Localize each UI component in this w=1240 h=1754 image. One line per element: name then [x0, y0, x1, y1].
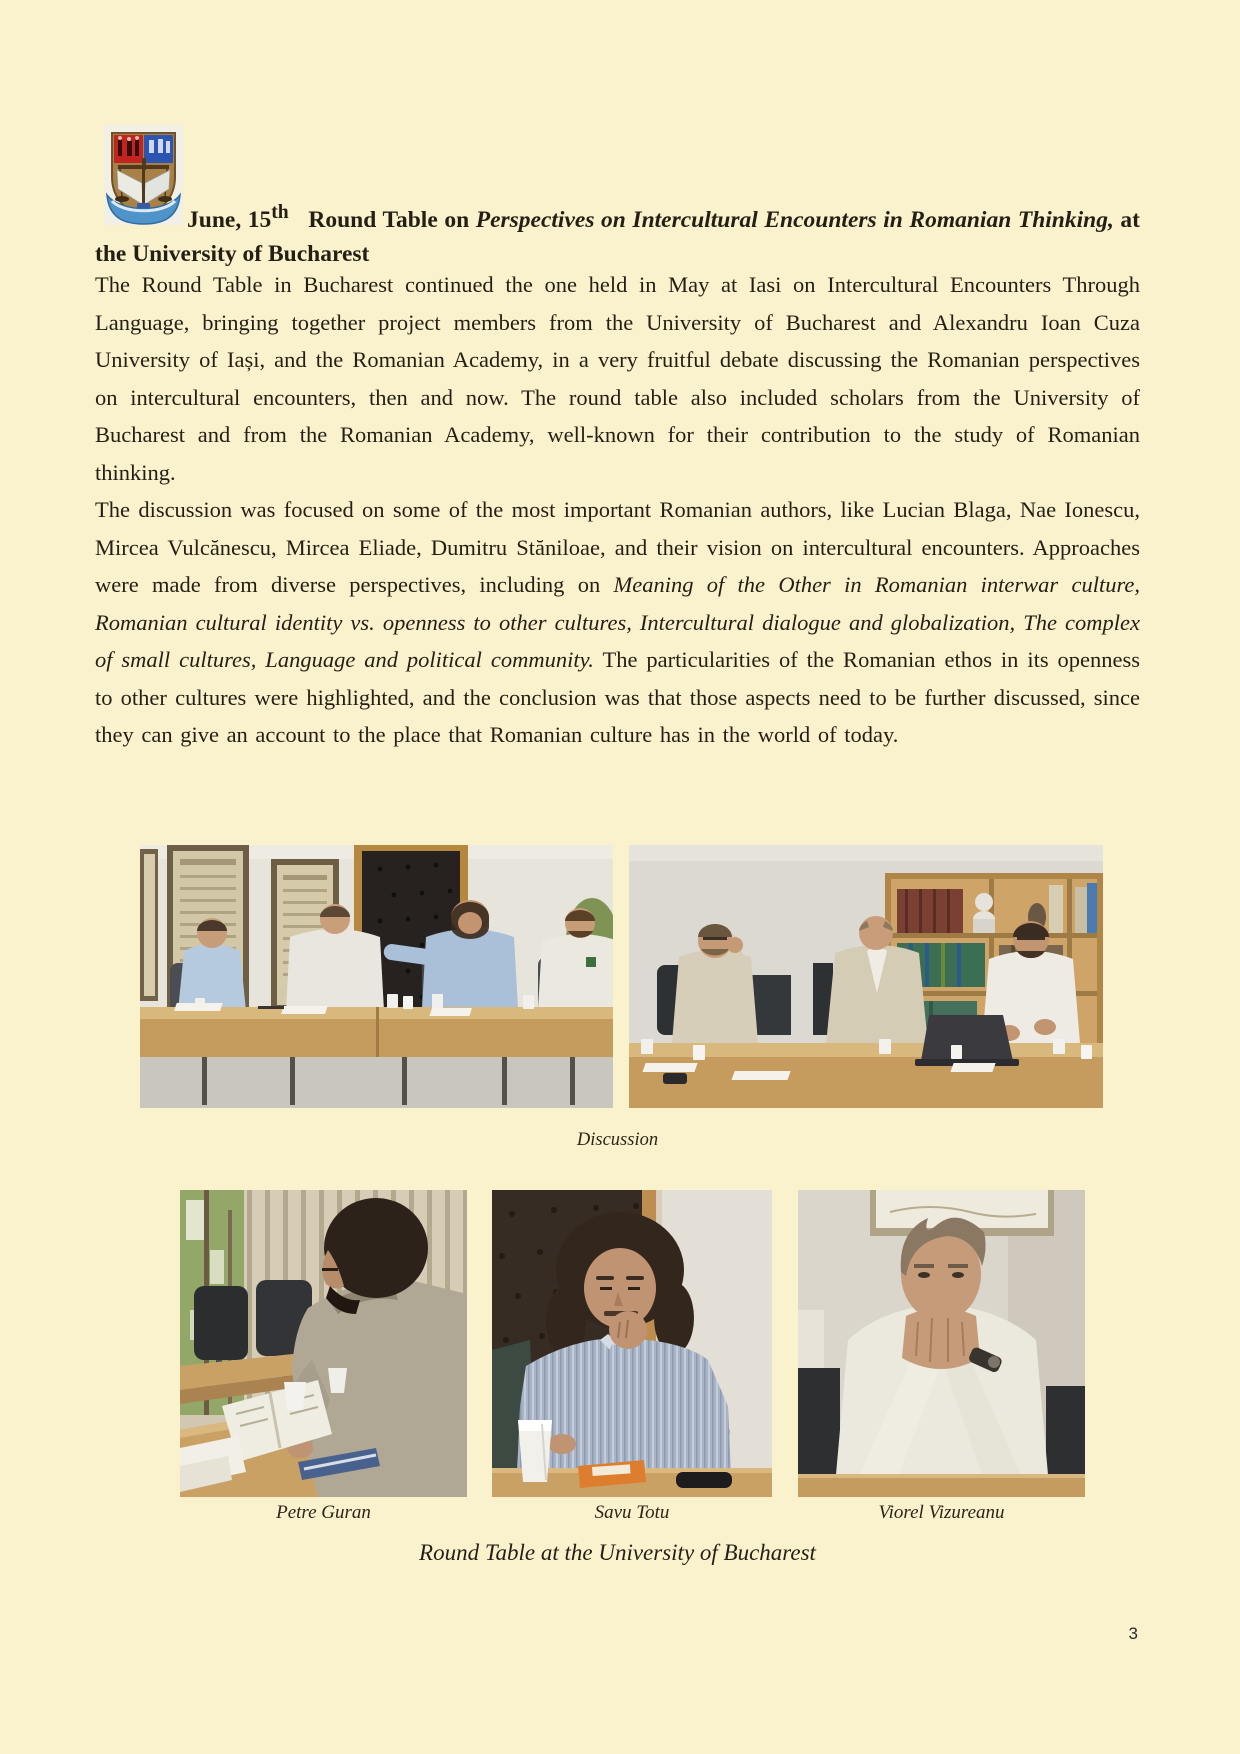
heading-location: at the University of Bucharest: [95, 206, 1146, 267]
section-heading: [95, 196, 1146, 271]
figure-row-portraits: [180, 1190, 1085, 1497]
caption-savu-totu: Savu Totu: [594, 1502, 670, 1523]
paragraph-2-text-b: The particularities of the Romanian ethos in its openness to other cultures were highlighted, and the conclusion was that those aspects need to be further discussed, since they can give an account to the place that Romanian culture has in the world of today.: [95, 647, 1148, 747]
photo-roundtable-right: [629, 845, 1103, 1108]
heading-date-ordinal: th: [271, 202, 289, 223]
paragraph-2-text-a: The discussion was focused on some of the most important Romanian authors, like Lucian Blaga, Nae Ionescu, Mircea Vulcănescu, Mircea Eliade, Dumitru Stăniloae, and their vision on intercultural encounters. Approaches were made from diverse perspectives, including on: [95, 497, 1140, 597]
paragraph-1: [95, 266, 1140, 491]
paragraph-2-topics-italic: Meaning of the Other in Romanian interwar culture, Romanian cultural identity vs. openness to other cultures, Intercultural dialogue and globalization, The complex of small cultures, Language and political community.: [95, 572, 1148, 672]
caption-petre-guran: Petre Guran: [276, 1502, 371, 1523]
photo-roundtable-left: [140, 845, 613, 1108]
figure-row-discussion: [140, 845, 1103, 1108]
portrait-captions: [180, 1502, 1085, 1524]
heading-event-title: Perspectives on Intercultural Encounters in Romanian Thinking,: [475, 206, 1114, 233]
photo-savu-totu: [492, 1190, 772, 1497]
caption-round-table: Round Table at the University of Bucharest: [419, 1540, 816, 1565]
laptop: [915, 1015, 1019, 1066]
photo-viorel-vizureanu: [798, 1190, 1085, 1497]
photo-petre-guran: [180, 1190, 467, 1497]
heading-mid: Round Table on: [288, 206, 476, 233]
paragraph-2: [95, 491, 1148, 754]
page-number: 3: [1128, 1624, 1138, 1643]
caption-viorel-vizureanu: Viorel Vizureanu: [878, 1502, 1005, 1523]
caption-discussion: Discussion: [576, 1130, 659, 1150]
heading-date: June, 15: [187, 206, 272, 233]
speakers: [671, 916, 1081, 1055]
body-text: [95, 266, 1148, 754]
paragraph-1-text: The Round Table in Bucharest continued the one held in May at Iasi on Intercultural Encounters Through Language, bringing together project members from the University of Bucharest and Alexandru Ioan Cuza University of Iași, and the Romanian Academy, in a very fruitful debate discussing the Romanian perspectives on intercultural encounters, then and now. The round table also included scholars from the University of Bucharest and from the Romanian Academy, well-known for their contribution to the study of Romanian thinking.: [95, 272, 1140, 485]
